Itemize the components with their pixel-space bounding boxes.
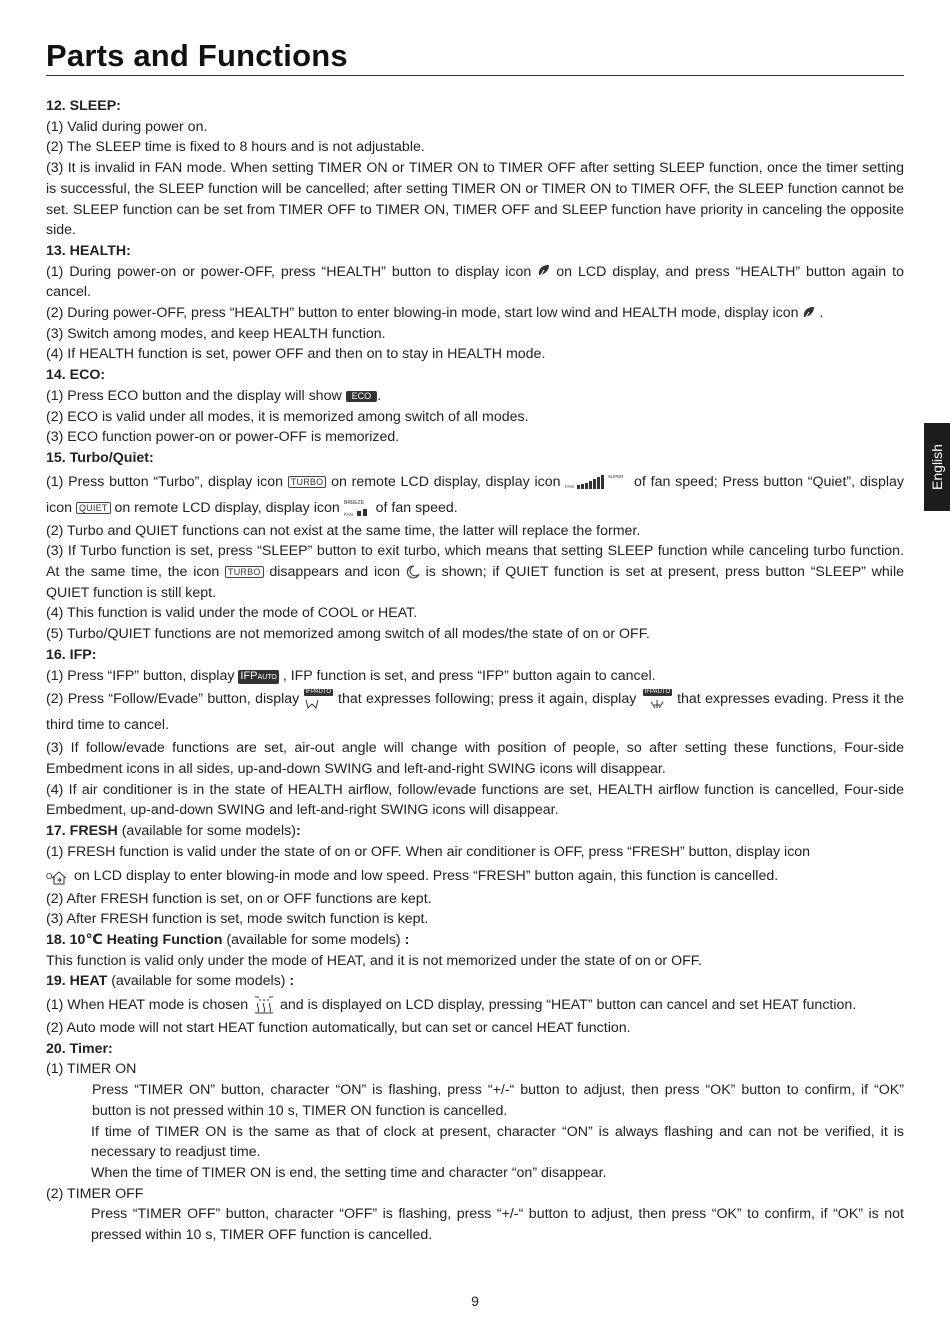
turbo-quiet-line-2: (2) Turbo and QUIET functions can not exist at the same time, the latter will replace the former.	[46, 522, 641, 539]
eco-line-1: (1) Press ECO button and the display will show ECO .	[46, 387, 382, 404]
fresh-line-2: (2) After FRESH function is set, on or OFF functions are kept.	[46, 890, 432, 907]
sleep-line-3: (3) It is invalid in FAN mode. When setting TIMER ON or TIMER ON to TIMER OFF after setting SLEEP function, once the timer setting is successful, the SLEEP function will be cancelled; after setting TIMER ON or TIMER ON to TIMER OFF, the SLEEP function cannot be set. SLEEP function can be set from TIMER OFF to TIMER ON, TIMER OFF and SLEEP function have priority in canceling the opposite side.	[46, 160, 904, 239]
section-heading-timer: 20. Timer:	[46, 1040, 113, 1057]
ifp-line-3: (3) If follow/evade functions are set, air-out angle will change with position of people, so after setting these functions, Four-side Embedment icons in all sides, up-and-down SWING and left-and-right SWING icons will disappear.	[46, 740, 904, 777]
heat-mode-icon	[252, 995, 276, 1015]
health-line-2: (2) During power-OFF, press “HEALTH” button to enter blowing-in mode, start low wind and HEALTH mode, display icon .	[46, 305, 824, 322]
health-line-1: (1) During power-on or power-OFF, press “HEALTH” button to display icon on LCD display, and press “HEALTH” button again to cancel.	[46, 263, 904, 301]
svg-text:z: z	[406, 567, 410, 574]
ifp-auto-icon: IFPAUTO	[240, 669, 277, 682]
fresh-air-icon: O₂	[46, 866, 70, 886]
turbo-quiet-line-4: (4) This function is valid under the mode of COOL or HEAT.	[46, 605, 418, 622]
turbo-quiet-line-3: (3) If Turbo function is set, press “SLEEP” button to exit turbo, which means that setting SLEEP function while canceling turbo function. At the same time, the icon TURBO disappears and icon z is shown; if QUIET function is set at present, press button “SLEEP” while QUIET function is still kept.	[46, 543, 904, 601]
document-body	[46, 96, 904, 1246]
heat-line-1: (1) When HEAT mode is chosen and is displayed on LCD display, pressing “HEAT” button can cancel and set HEAT function.	[46, 992, 904, 1018]
turbo-icon: TURBO	[288, 476, 327, 488]
fan-speed-breeze-icon	[344, 498, 372, 518]
quiet-icon: QUIET	[76, 502, 111, 514]
section-heading-10c-heating: 18. 10℃ Heating Function (available for some models) :	[46, 931, 410, 948]
language-tab-label: English	[929, 444, 945, 490]
super-text: SUPER	[608, 473, 624, 479]
health-leaf-icon	[537, 264, 550, 279]
health-line-4: (4) If HEALTH function is set, power OFF and then on to stay in HEALTH mode.	[46, 346, 546, 363]
turbo-quiet-line-1: (1) Press button “Turbo”, display icon TURBO on remote LCD display, display icon FAN SUPER of fan speed; Press button “Quiet”, display icon QUIET on remote LCD display, display icon BREEZE FAN of fan speed.	[46, 473, 904, 517]
page-number: 9	[471, 1293, 479, 1309]
timer-on-para-2: If time of TIMER ON is the same as that of clock at present, character “ON” is always flashing and can not be verified, it is necessary to readjust time.	[91, 1123, 904, 1161]
sleep-line-1: (1) Valid during power on.	[46, 118, 208, 135]
page-title: Parts and Functions	[46, 38, 348, 73]
timer-on-para-1: Press “TIMER ON” button, character “ON” is flashing, press “+/-“ button to adjust, then press “OK” button to confirm, if “OK” button is not pressed within 10 s, TIMER ON function is cancelled.	[92, 1082, 904, 1119]
ifp-line-1: (1) Press “IFP” button, display IFPAUTO , IFP function is set, and press “IFP” button again to cancel.	[46, 667, 656, 684]
section-heading-turbo-quiet: 15. Turbo/Quiet:	[46, 449, 154, 466]
sleep-line-2: (2) The SLEEP time is fixed to 8 hours and is not adjustable.	[46, 139, 425, 156]
section-heading-eco: 14. ECO:	[46, 367, 106, 384]
section-heading-heat: 19. HEAT (available for some models) :	[46, 973, 295, 990]
fresh-line-3: (3) After FRESH function is set, mode switch function is kept.	[46, 911, 429, 928]
heat-line-2: (2) Auto mode will not start HEAT function automatically, but can set or cancel HEAT function.	[46, 1020, 631, 1037]
fresh-line-1-cont: O₂ on LCD display to enter blowing-in mode and low speed. Press “FRESH” button again, this function is cancelled.	[46, 863, 904, 889]
section-heading-health: 13. HEALTH:	[46, 242, 131, 259]
eco-line-3: (3) ECO function power-on or power-OFF is memorized.	[46, 429, 400, 446]
title-divider	[46, 75, 904, 76]
timer-off-title: (2) TIMER OFF	[46, 1185, 144, 1202]
breeze-text: BREEZE	[343, 499, 364, 506]
timer-off-para-1: Press “TIMER OFF” button, character “OFF” is flashing, press “+/-“ button to adjust, then press “OK” to confirm, if “OK” is not pressed within 10 s, TIMER OFF function is cancelled.	[91, 1206, 904, 1244]
ifp-line-4: (4) If air conditioner is in the state of HEALTH airflow, follow/evade functions are set, HEALTH airflow function is cancelled, Four-side Embedment, up-and-down SWING and left-and-right SWING icons will disappear.	[46, 781, 904, 819]
turbo-quiet-line-5: (5) Turbo/QUIET functions are not memorized among switch of all modes/the state of on or OFF.	[46, 626, 650, 643]
eco-line-2: (2) ECO is valid under all modes, it is memorized among switch of all modes.	[46, 408, 529, 425]
fan-text: FAN	[565, 483, 575, 489]
section-heading-ifp: 16. IFP:	[46, 646, 97, 663]
eco-icon: ECO	[346, 391, 378, 402]
fan-speed-super-icon	[565, 473, 629, 491]
section-heading-fresh: 17. FRESH (available for some models):	[46, 823, 301, 840]
health-leaf-icon	[802, 306, 815, 321]
fresh-line-1: (1) FRESH function is valid under the state of on or OFF. When air conditioner is OFF, press “FRESH” button, display icon	[46, 843, 811, 860]
follow-icon: IFPAUTO	[304, 689, 334, 711]
section-heading-sleep: 12. SLEEP:	[46, 98, 121, 114]
timer-on-para-3: When the time of TIMER ON is end, the setting time and character “on” disappear.	[91, 1164, 607, 1181]
timer-on-title: (1) TIMER ON	[46, 1061, 137, 1078]
ifp-line-2: (2) Press “Follow/Evade” button, display IFPAUTO that expresses following; press it again, display IFPAUTO that expresses evading. Press it the third time to cancel.	[46, 688, 904, 734]
language-tab	[924, 423, 950, 511]
sleep-moon-icon	[406, 565, 420, 579]
fan-text: FAN	[343, 511, 353, 517]
10c-heating-line-1: This function is valid only under the mode of HEAT, and it is not memorized under the state of on or OFF.	[46, 952, 702, 969]
evade-icon: IFPAUTO	[641, 689, 673, 711]
turbo-icon: TURBO	[225, 566, 264, 578]
health-line-3: (3) Switch among modes, and keep HEALTH function.	[46, 325, 386, 342]
